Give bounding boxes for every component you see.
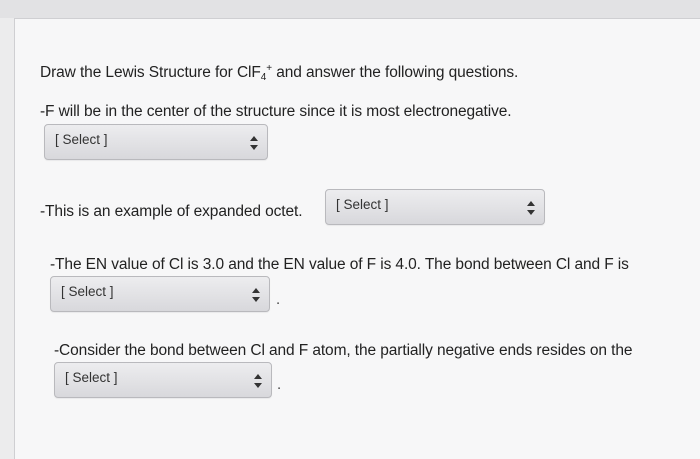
statement-expanded-octet: -This is an example of expanded octet.	[40, 203, 303, 220]
select-label: [ Select ]	[336, 197, 389, 212]
trailing-period: .	[276, 291, 281, 308]
question-heading	[40, 64, 518, 82]
heading-superscript: +	[266, 63, 272, 74]
up-down-caret-icon	[252, 288, 260, 302]
up-down-caret-icon	[250, 136, 258, 150]
up-down-caret-icon	[254, 374, 262, 388]
select-label: [ Select ]	[65, 370, 118, 385]
select-partial-negative[interactable]	[54, 362, 272, 398]
statement-f-center: -F will be in the center of the structure since it is most electronegative.	[40, 103, 512, 120]
select-label: [ Select ]	[55, 132, 108, 147]
up-down-caret-icon	[527, 201, 535, 215]
trailing-period: .	[277, 376, 282, 393]
select-expanded-octet[interactable]	[325, 189, 545, 225]
heading-prefix: Draw the Lewis Structure for ClF	[40, 64, 261, 81]
statement-partial-negative: -Consider the bond between Cl and F atom, the partially negative ends resides on the	[54, 342, 633, 359]
select-label: [ Select ]	[61, 284, 114, 299]
select-bond-type[interactable]	[50, 276, 270, 312]
top-band	[0, 0, 700, 18]
statement-en-values: -The EN value of Cl is 3.0 and the EN value of F is 4.0. The bond between Cl and F is	[50, 256, 629, 273]
select-f-center[interactable]	[44, 124, 268, 160]
heading-suffix: and answer the following questions.	[271, 64, 519, 81]
heading-subscript: 4	[260, 72, 267, 83]
